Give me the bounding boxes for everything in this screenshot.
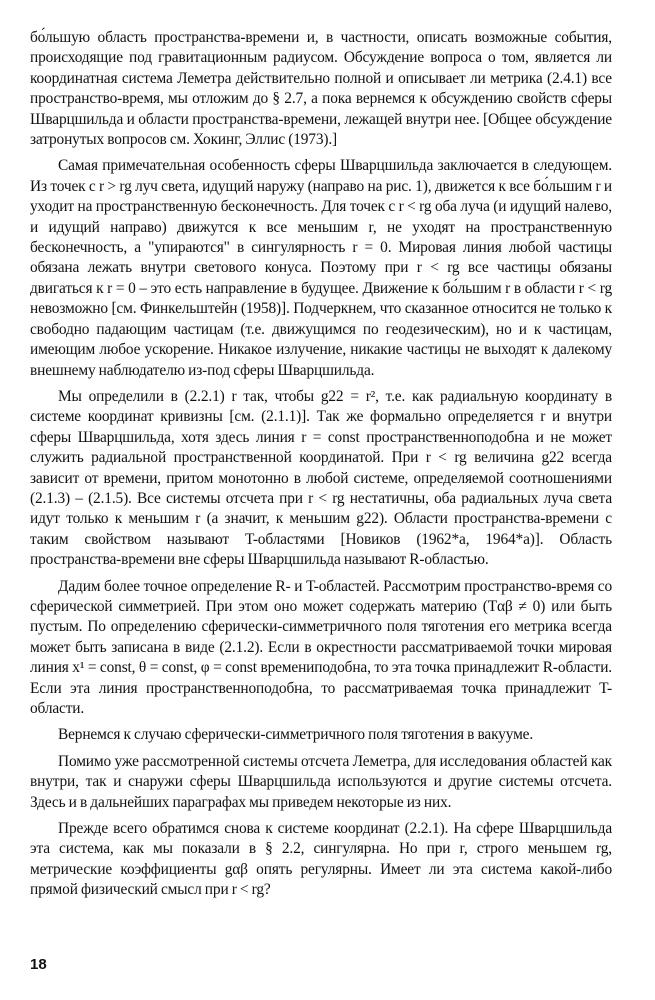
paragraph-6: Помимо уже рассмотренной системы отсчета Леметра, для исследования областей как внутри, так и снаружи сферы Шварцшильда используются и другие системы отсчета. Здесь и в дальнейших параграфах мы приведем некоторые из них. xyxy=(30,752,612,811)
page-body xyxy=(30,28,612,907)
paragraph-3: Мы определили в (2.2.1) r так, чтобы g22 = r², т.е. как радиальную координату в системе координат кривизны [см. (2.1.1)]. Так же формально определяется r и внутри сферы Шварцшильда, хотя здесь линия r = const пространственноподобна и не может служить радиальной пространственной координатой. При r < rg величина g22 всегда зависит от времени, притом монотонно в любой системе, определяемой соотношениями (2.1.3) – (2.1.5). Все системы отсчета при r < rg нестатичны, оба радиальных луча света идут только к меньшим r (а значит, к меньшим g22). Области пространства-времени с таким свойством называют T-областями [Новиков (1962*а, 1964*а)]. Область пространства-времени вне сферы Шварцшильда называют R-областью. xyxy=(30,387,612,569)
paragraph-1: бо́льшую область пространства-времени и, в частности, описать возможные события, происходящие под гравитационным радиусом. Обсуждение вопроса о том, является ли координатная система Леметра действительно полной и описывает ли метрика (2.4.1) все пространство-время, мы отложим до § 2.7, а пока вернемся к обсуждению свойств сферы Шварцшильда и области пространства-времени, лежащей внутри нее. [Общее обсуждение затронутых вопросов см. Хокинг, Эллис (1973).] xyxy=(30,29,612,149)
paragraph-4: Дадим более точное определение R- и T-областей. Рассмотрим пространство-время со сферической симметрией. При этом оно может содержать материю (Tαβ ≠ 0) или быть пустым. По определению сферически-симметричного поля тяготения его метрика всегда может быть записана в виде (2.1.2). Если в окрестности рассматриваемой точки мировая линия x¹ = const, θ = const, φ = const времениподобна, то эта точка принадлежит R-области. Если эта линия пространственноподобна, то рассматриваемая точка принадлежит T-области. xyxy=(30,577,612,717)
paragraph-2: Самая примечательная особенность сферы Шварцшильда заключается в следующем. Из точек с r > rg луч света, идущий наружу (направо на рис. 1), движется к все бо́льшим r и уходит на пространственную бесконечность. Для точек с r < rg оба луча (и идущий налево, и идущий направо) движутся к все меньшим r, не уходят на пространственную бесконечность, а "упираются" в сингулярность r = 0. Мировая линия любой частицы обязана лежать внутри светового конуса. Поэтому при r < rg все частицы обязаны двигаться к r = 0 – это есть направление в будущее. Движение к бо́льшим r в области r < rg невозможно [см. Финкельштейн (1958)]. Подчеркнем, что сказанное относится не только к свободно падающим частицам (т.е. движущимся по геодезическим), но и к частицам, имеющим любое ускорение. Никакое излучение, никакие частицы не выходят к далекому внешнему наблюдателю из-под сферы Шварцшильда. xyxy=(30,157,612,379)
paragraph-5: Вернемся к случаю сферически-симметричного поля тяготения в вакууме. xyxy=(58,726,534,744)
page-number: 18 xyxy=(30,956,47,973)
paragraph-7: Прежде всего обратимся снова к системе координат (2.2.1). На сфере Шварцшильда эта система, как мы показали в § 2.2, сингулярна. Но при r, строго меньшем rg, метрические коэффициенты gαβ опять регулярны. Имеет ли эта система какой-либо прямой физический смысл при r < rg? xyxy=(30,820,612,899)
